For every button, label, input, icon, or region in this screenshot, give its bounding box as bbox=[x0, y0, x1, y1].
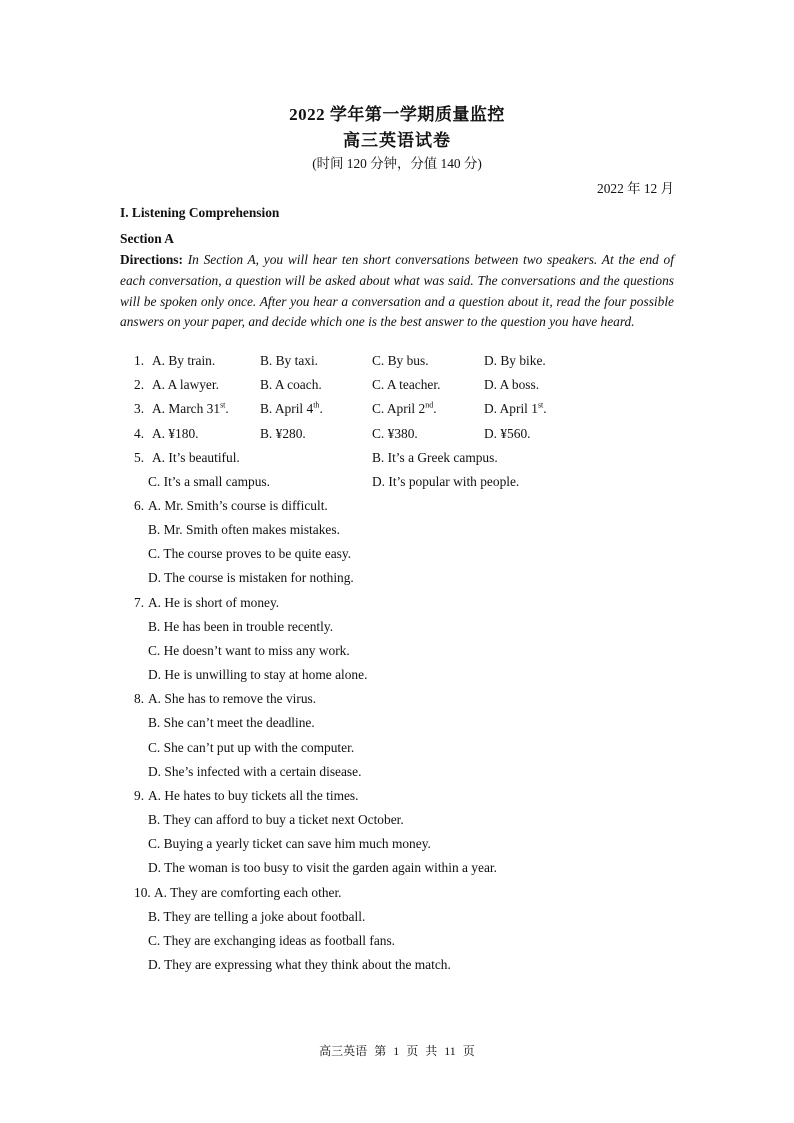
option-c: C. A teacher. bbox=[372, 377, 441, 392]
option-c: C. She can’t put up with the computer. bbox=[148, 740, 355, 755]
option-b: B. They are telling a joke about football. bbox=[148, 909, 366, 924]
option-d: D. It’s popular with people. bbox=[372, 474, 520, 489]
question-number: 2. bbox=[134, 377, 145, 392]
option-d: D. By bike. bbox=[484, 353, 546, 368]
option-c: C. April 2nd. bbox=[372, 400, 437, 416]
option-a: A. ¥180. bbox=[152, 426, 199, 441]
option-d: D. A boss. bbox=[484, 377, 540, 392]
option-b: B. They can afford to buy a ticket next October. bbox=[148, 812, 404, 827]
question-number: 3. bbox=[134, 401, 145, 416]
option-a: A. She has to remove the virus. bbox=[148, 691, 317, 706]
question-number: 7. bbox=[134, 595, 145, 610]
option-a: A. A lawyer. bbox=[152, 377, 219, 392]
exam-title: 2022 学年第一学期质量监控 bbox=[289, 105, 505, 124]
exam-time-score: (时间 120 分钟，分值 140 分) bbox=[312, 156, 482, 171]
option-b: B. April 4th. bbox=[260, 400, 323, 416]
footer-total-pages: 11 bbox=[444, 1044, 456, 1058]
question-number: 10. bbox=[134, 885, 151, 900]
option-c: C. He doesn’t want to miss any work. bbox=[148, 643, 350, 658]
option-b: B. She can’t meet the deadline. bbox=[148, 715, 315, 730]
option-c: C. It’s a small campus. bbox=[148, 474, 270, 489]
option-d: D. They are expressing what they think about the match. bbox=[148, 957, 451, 972]
directions bbox=[120, 250, 674, 333]
option-d: D. She’s infected with a certain disease. bbox=[148, 764, 362, 779]
exam-subtitle-title: 高三英语试卷 bbox=[343, 131, 451, 150]
footer-page-number: 1 bbox=[393, 1044, 400, 1058]
option-b: B. ¥280. bbox=[260, 426, 306, 441]
question-number: 8. bbox=[134, 691, 145, 706]
directions-label: Directions: bbox=[120, 252, 183, 267]
page-footer: 高三英语 第 1 页 共 11 页 bbox=[319, 1044, 475, 1058]
option-c: C. ¥380. bbox=[372, 426, 418, 441]
option-d: D. He is unwilling to stay at home alone. bbox=[148, 667, 368, 682]
question-number: 4. bbox=[134, 426, 145, 441]
part-heading: I. Listening Comprehension bbox=[120, 205, 280, 220]
question-number: 1. bbox=[134, 353, 145, 368]
option-c: C. They are exchanging ideas as football fans. bbox=[148, 933, 396, 948]
option-d: D. The course is mistaken for nothing. bbox=[148, 570, 354, 585]
question-number: 5. bbox=[134, 450, 145, 465]
option-c: C. The course proves to be quite easy. bbox=[148, 546, 352, 561]
option-a: A. March 31st. bbox=[152, 400, 229, 416]
option-c: C. Buying a yearly ticket can save him much money. bbox=[148, 836, 431, 851]
question-number: 9. bbox=[134, 788, 145, 803]
option-a: A. Mr. Smith’s course is difficult. bbox=[148, 498, 328, 513]
option-b: B. A coach. bbox=[260, 377, 322, 392]
option-d: D. April 1st. bbox=[484, 400, 547, 416]
option-a: A. They are comforting each other. bbox=[154, 885, 342, 900]
option-b: B. It’s a Greek campus. bbox=[372, 450, 498, 465]
option-b: B. He has been in trouble recently. bbox=[148, 619, 334, 634]
option-a: A. By train. bbox=[152, 353, 216, 368]
option-d: D. ¥560. bbox=[484, 426, 531, 441]
option-a: A. He hates to buy tickets all the times. bbox=[148, 788, 359, 803]
option-a: A. It’s beautiful. bbox=[152, 450, 240, 465]
option-d: D. The woman is too busy to visit the garden again within a year. bbox=[148, 860, 497, 875]
option-b: B. Mr. Smith often makes mistakes. bbox=[148, 522, 340, 537]
directions-text: In Section A, you will hear ten short conversations between two speakers. At the end of each conversation, a question will be asked about what was said. The conversations and the questions will be spoken only once. After you hear a conversation and a question about it, read the four possible answers on your paper, and decide which one is the best answer to the question you have heard. bbox=[120, 252, 674, 330]
exam-date: 2022 年 12 月 bbox=[597, 181, 674, 196]
option-a: A. He is short of money. bbox=[148, 595, 280, 610]
option-c: C. By bus. bbox=[372, 353, 429, 368]
option-b: B. By taxi. bbox=[260, 353, 319, 368]
question-number: 6. bbox=[134, 498, 145, 513]
footer-subject: 高三英语 bbox=[319, 1044, 368, 1058]
section-heading: Section A bbox=[120, 231, 174, 246]
